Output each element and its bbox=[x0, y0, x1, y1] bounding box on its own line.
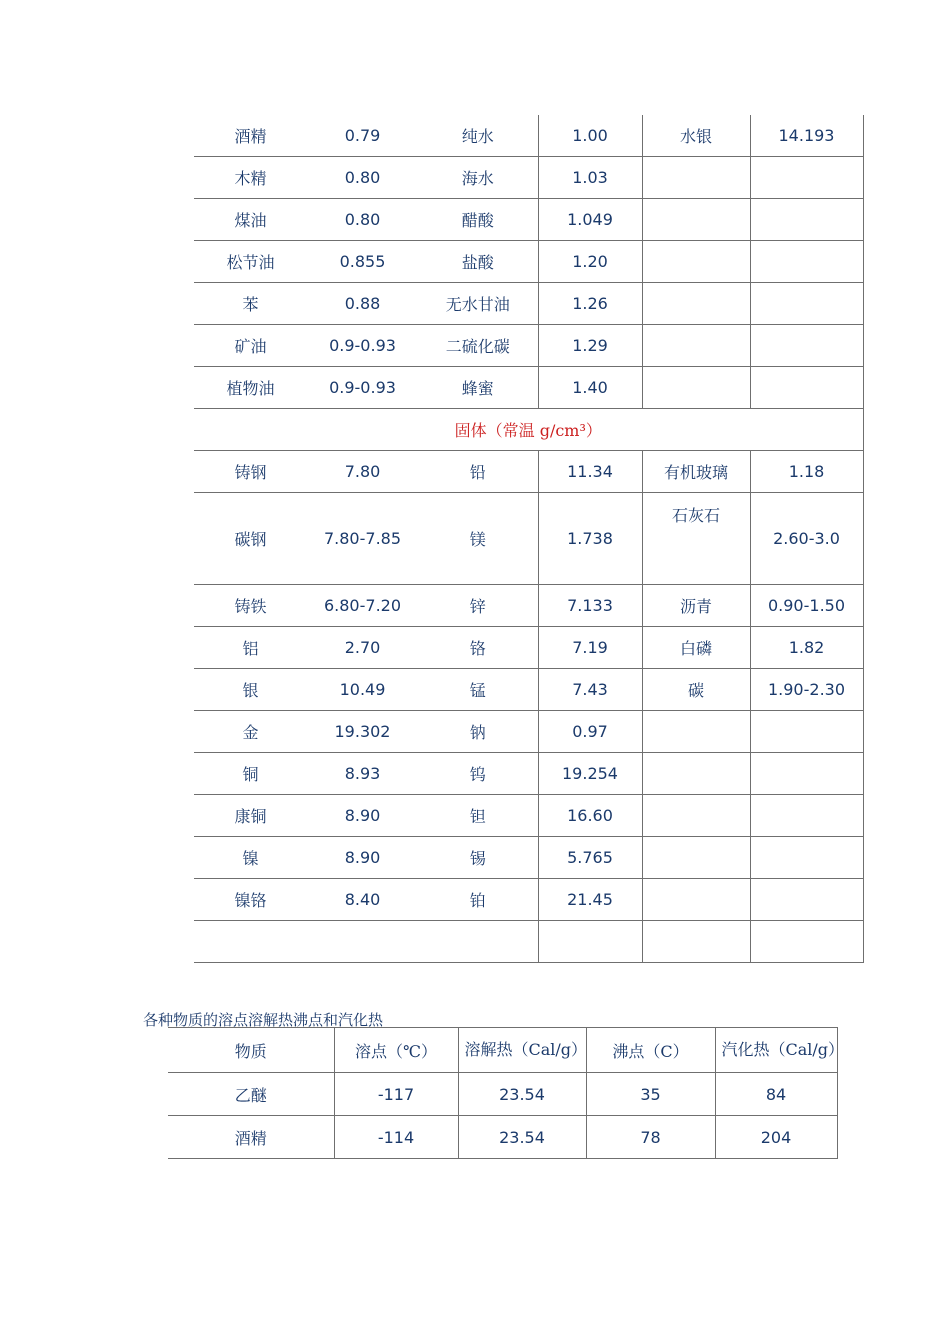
substance-name: 海水 bbox=[418, 157, 538, 199]
density-value bbox=[750, 241, 863, 283]
boiling-point-value: 35 bbox=[586, 1073, 715, 1116]
table-row bbox=[194, 241, 863, 283]
density-value: 1.40 bbox=[538, 367, 642, 409]
heat-of-fusion-value: 23.54 bbox=[458, 1116, 586, 1159]
column-header: 溶点（℃） bbox=[334, 1028, 458, 1073]
density-value: 1.26 bbox=[538, 283, 642, 325]
substance-name bbox=[642, 283, 750, 325]
table-row bbox=[194, 115, 863, 157]
substance-name: 松节油 bbox=[194, 241, 307, 283]
empty-cell bbox=[194, 921, 538, 963]
substance-name: 有机玻璃 bbox=[642, 451, 750, 493]
density-value: 19.302 bbox=[307, 711, 418, 753]
column-header: 物质 bbox=[168, 1028, 334, 1073]
table-header-row bbox=[168, 1028, 837, 1073]
substance-name: 铸钢 bbox=[194, 451, 307, 493]
solid-section-header: 固体（常温 g/cm³） bbox=[194, 409, 863, 451]
table-row bbox=[194, 879, 863, 921]
density-value bbox=[750, 367, 863, 409]
density-value: 0.855 bbox=[307, 241, 418, 283]
density-value: 1.03 bbox=[538, 157, 642, 199]
substance-name: 蜂蜜 bbox=[418, 367, 538, 409]
density-value bbox=[750, 879, 863, 921]
column-header: 沸点（C） bbox=[586, 1028, 715, 1073]
density-value: 1.20 bbox=[538, 241, 642, 283]
density-value bbox=[750, 711, 863, 753]
density-value bbox=[750, 283, 863, 325]
density-value: 7.43 bbox=[538, 669, 642, 711]
substance-name: 铸铁 bbox=[194, 585, 307, 627]
density-value: 7.80-7.85 bbox=[307, 493, 418, 585]
substance-name: 锌 bbox=[418, 585, 538, 627]
density-value: 8.93 bbox=[307, 753, 418, 795]
table-row bbox=[194, 199, 863, 241]
substance-name: 金 bbox=[194, 711, 307, 753]
substance-name: 碳 bbox=[642, 669, 750, 711]
table-row bbox=[194, 753, 863, 795]
substance-name: 白磷 bbox=[642, 627, 750, 669]
substance-name: 二硫化碳 bbox=[418, 325, 538, 367]
substance-name: 纯水 bbox=[418, 115, 538, 157]
density-value: 1.82 bbox=[750, 627, 863, 669]
density-value: 11.34 bbox=[538, 451, 642, 493]
density-value: 0.80 bbox=[307, 157, 418, 199]
substance-name: 乙醚 bbox=[168, 1073, 334, 1116]
substance-name bbox=[642, 325, 750, 367]
table-row bbox=[194, 585, 863, 627]
substance-name: 木精 bbox=[194, 157, 307, 199]
density-value: 1.049 bbox=[538, 199, 642, 241]
section-header-row bbox=[194, 409, 863, 451]
substance-name bbox=[642, 157, 750, 199]
density-value bbox=[750, 157, 863, 199]
substance-name: 沥青 bbox=[642, 585, 750, 627]
substance-name: 植物油 bbox=[194, 367, 307, 409]
table-row bbox=[168, 1073, 837, 1116]
substance-name: 铜 bbox=[194, 753, 307, 795]
substance-name: 铂 bbox=[418, 879, 538, 921]
density-value: 21.45 bbox=[538, 879, 642, 921]
density-value: 7.19 bbox=[538, 627, 642, 669]
substance-name: 镁 bbox=[418, 493, 538, 585]
density-value: 8.90 bbox=[307, 837, 418, 879]
table-row bbox=[194, 451, 863, 493]
substance-name: 矿油 bbox=[194, 325, 307, 367]
substance-name bbox=[642, 753, 750, 795]
substance-name: 醋酸 bbox=[418, 199, 538, 241]
empty-cell bbox=[642, 921, 750, 963]
substance-name bbox=[642, 879, 750, 921]
substance-name bbox=[642, 367, 750, 409]
boiling-point-value: 78 bbox=[586, 1116, 715, 1159]
substance-name: 铅 bbox=[418, 451, 538, 493]
column-header: 汽化热（Cal/g） bbox=[715, 1028, 837, 1073]
substance-name: 银 bbox=[194, 669, 307, 711]
density-value: 0.88 bbox=[307, 283, 418, 325]
density-value: 10.49 bbox=[307, 669, 418, 711]
substance-name: 钽 bbox=[418, 795, 538, 837]
heat-table bbox=[168, 1027, 845, 1159]
table-row bbox=[168, 1116, 837, 1159]
substance-name: 锰 bbox=[418, 669, 538, 711]
density-value: 5.765 bbox=[538, 837, 642, 879]
table-row bbox=[194, 493, 863, 585]
density-value: 0.79 bbox=[307, 115, 418, 157]
density-value: 7.133 bbox=[538, 585, 642, 627]
substance-name: 镍 bbox=[194, 837, 307, 879]
table-row bbox=[194, 325, 863, 367]
substance-name: 镍铬 bbox=[194, 879, 307, 921]
substance-name: 水银 bbox=[642, 115, 750, 157]
substance-name: 锡 bbox=[418, 837, 538, 879]
density-value: 1.00 bbox=[538, 115, 642, 157]
table-row bbox=[194, 627, 863, 669]
table-row bbox=[194, 795, 863, 837]
empty-row bbox=[194, 921, 863, 963]
substance-name: 盐酸 bbox=[418, 241, 538, 283]
substance-name bbox=[642, 837, 750, 879]
density-value: 2.60-3.0 bbox=[750, 493, 863, 585]
density-value: 1.29 bbox=[538, 325, 642, 367]
density-value: 8.90 bbox=[307, 795, 418, 837]
density-value: 2.70 bbox=[307, 627, 418, 669]
heat-of-vaporization-value: 84 bbox=[715, 1073, 837, 1116]
table-row bbox=[194, 669, 863, 711]
substance-name bbox=[642, 711, 750, 753]
substance-name: 石灰石 bbox=[642, 493, 750, 585]
density-value bbox=[750, 753, 863, 795]
substance-name: 钠 bbox=[418, 711, 538, 753]
substance-name: 钨 bbox=[418, 753, 538, 795]
density-value bbox=[750, 837, 863, 879]
substance-name: 康铜 bbox=[194, 795, 307, 837]
substance-name bbox=[642, 241, 750, 283]
density-value: 1.738 bbox=[538, 493, 642, 585]
substance-name: 碳钢 bbox=[194, 493, 307, 585]
substance-name: 铬 bbox=[418, 627, 538, 669]
substance-name: 酒精 bbox=[168, 1116, 334, 1159]
table-row bbox=[194, 283, 863, 325]
density-value: 0.97 bbox=[538, 711, 642, 753]
table-row bbox=[194, 711, 863, 753]
heat-table-title: 各种物质的溶点溶解热沸点和汽化热 bbox=[143, 1011, 384, 1029]
empty-cell bbox=[538, 921, 642, 963]
density-value: 1.18 bbox=[750, 451, 863, 493]
heat-of-vaporization-value: 204 bbox=[715, 1116, 837, 1159]
column-header: 溶解热（Cal/g） bbox=[458, 1028, 586, 1073]
melting-point-value: -114 bbox=[334, 1116, 458, 1159]
table-row bbox=[194, 837, 863, 879]
density-value: 0.80 bbox=[307, 199, 418, 241]
density-value: 19.254 bbox=[538, 753, 642, 795]
density-value: 14.193 bbox=[750, 115, 863, 157]
table-row bbox=[194, 367, 863, 409]
density-value: 0.90-1.50 bbox=[750, 585, 863, 627]
density-value: 8.40 bbox=[307, 879, 418, 921]
substance-name bbox=[642, 199, 750, 241]
density-value bbox=[750, 199, 863, 241]
density-value: 16.60 bbox=[538, 795, 642, 837]
substance-name: 铝 bbox=[194, 627, 307, 669]
density-table bbox=[194, 115, 864, 963]
table-row bbox=[194, 157, 863, 199]
substance-name: 苯 bbox=[194, 283, 307, 325]
density-value: 0.9-0.93 bbox=[307, 367, 418, 409]
substance-name: 无水甘油 bbox=[418, 283, 538, 325]
substance-name: 煤油 bbox=[194, 199, 307, 241]
empty-cell bbox=[750, 921, 863, 963]
melting-point-value: -117 bbox=[334, 1073, 458, 1116]
substance-name bbox=[642, 795, 750, 837]
density-value bbox=[750, 795, 863, 837]
substance-name: 酒精 bbox=[194, 115, 307, 157]
density-value: 6.80-7.20 bbox=[307, 585, 418, 627]
density-value: 0.9-0.93 bbox=[307, 325, 418, 367]
density-value: 7.80 bbox=[307, 451, 418, 493]
heat-of-fusion-value: 23.54 bbox=[458, 1073, 586, 1116]
density-value: 1.90-2.30 bbox=[750, 669, 863, 711]
density-value bbox=[750, 325, 863, 367]
